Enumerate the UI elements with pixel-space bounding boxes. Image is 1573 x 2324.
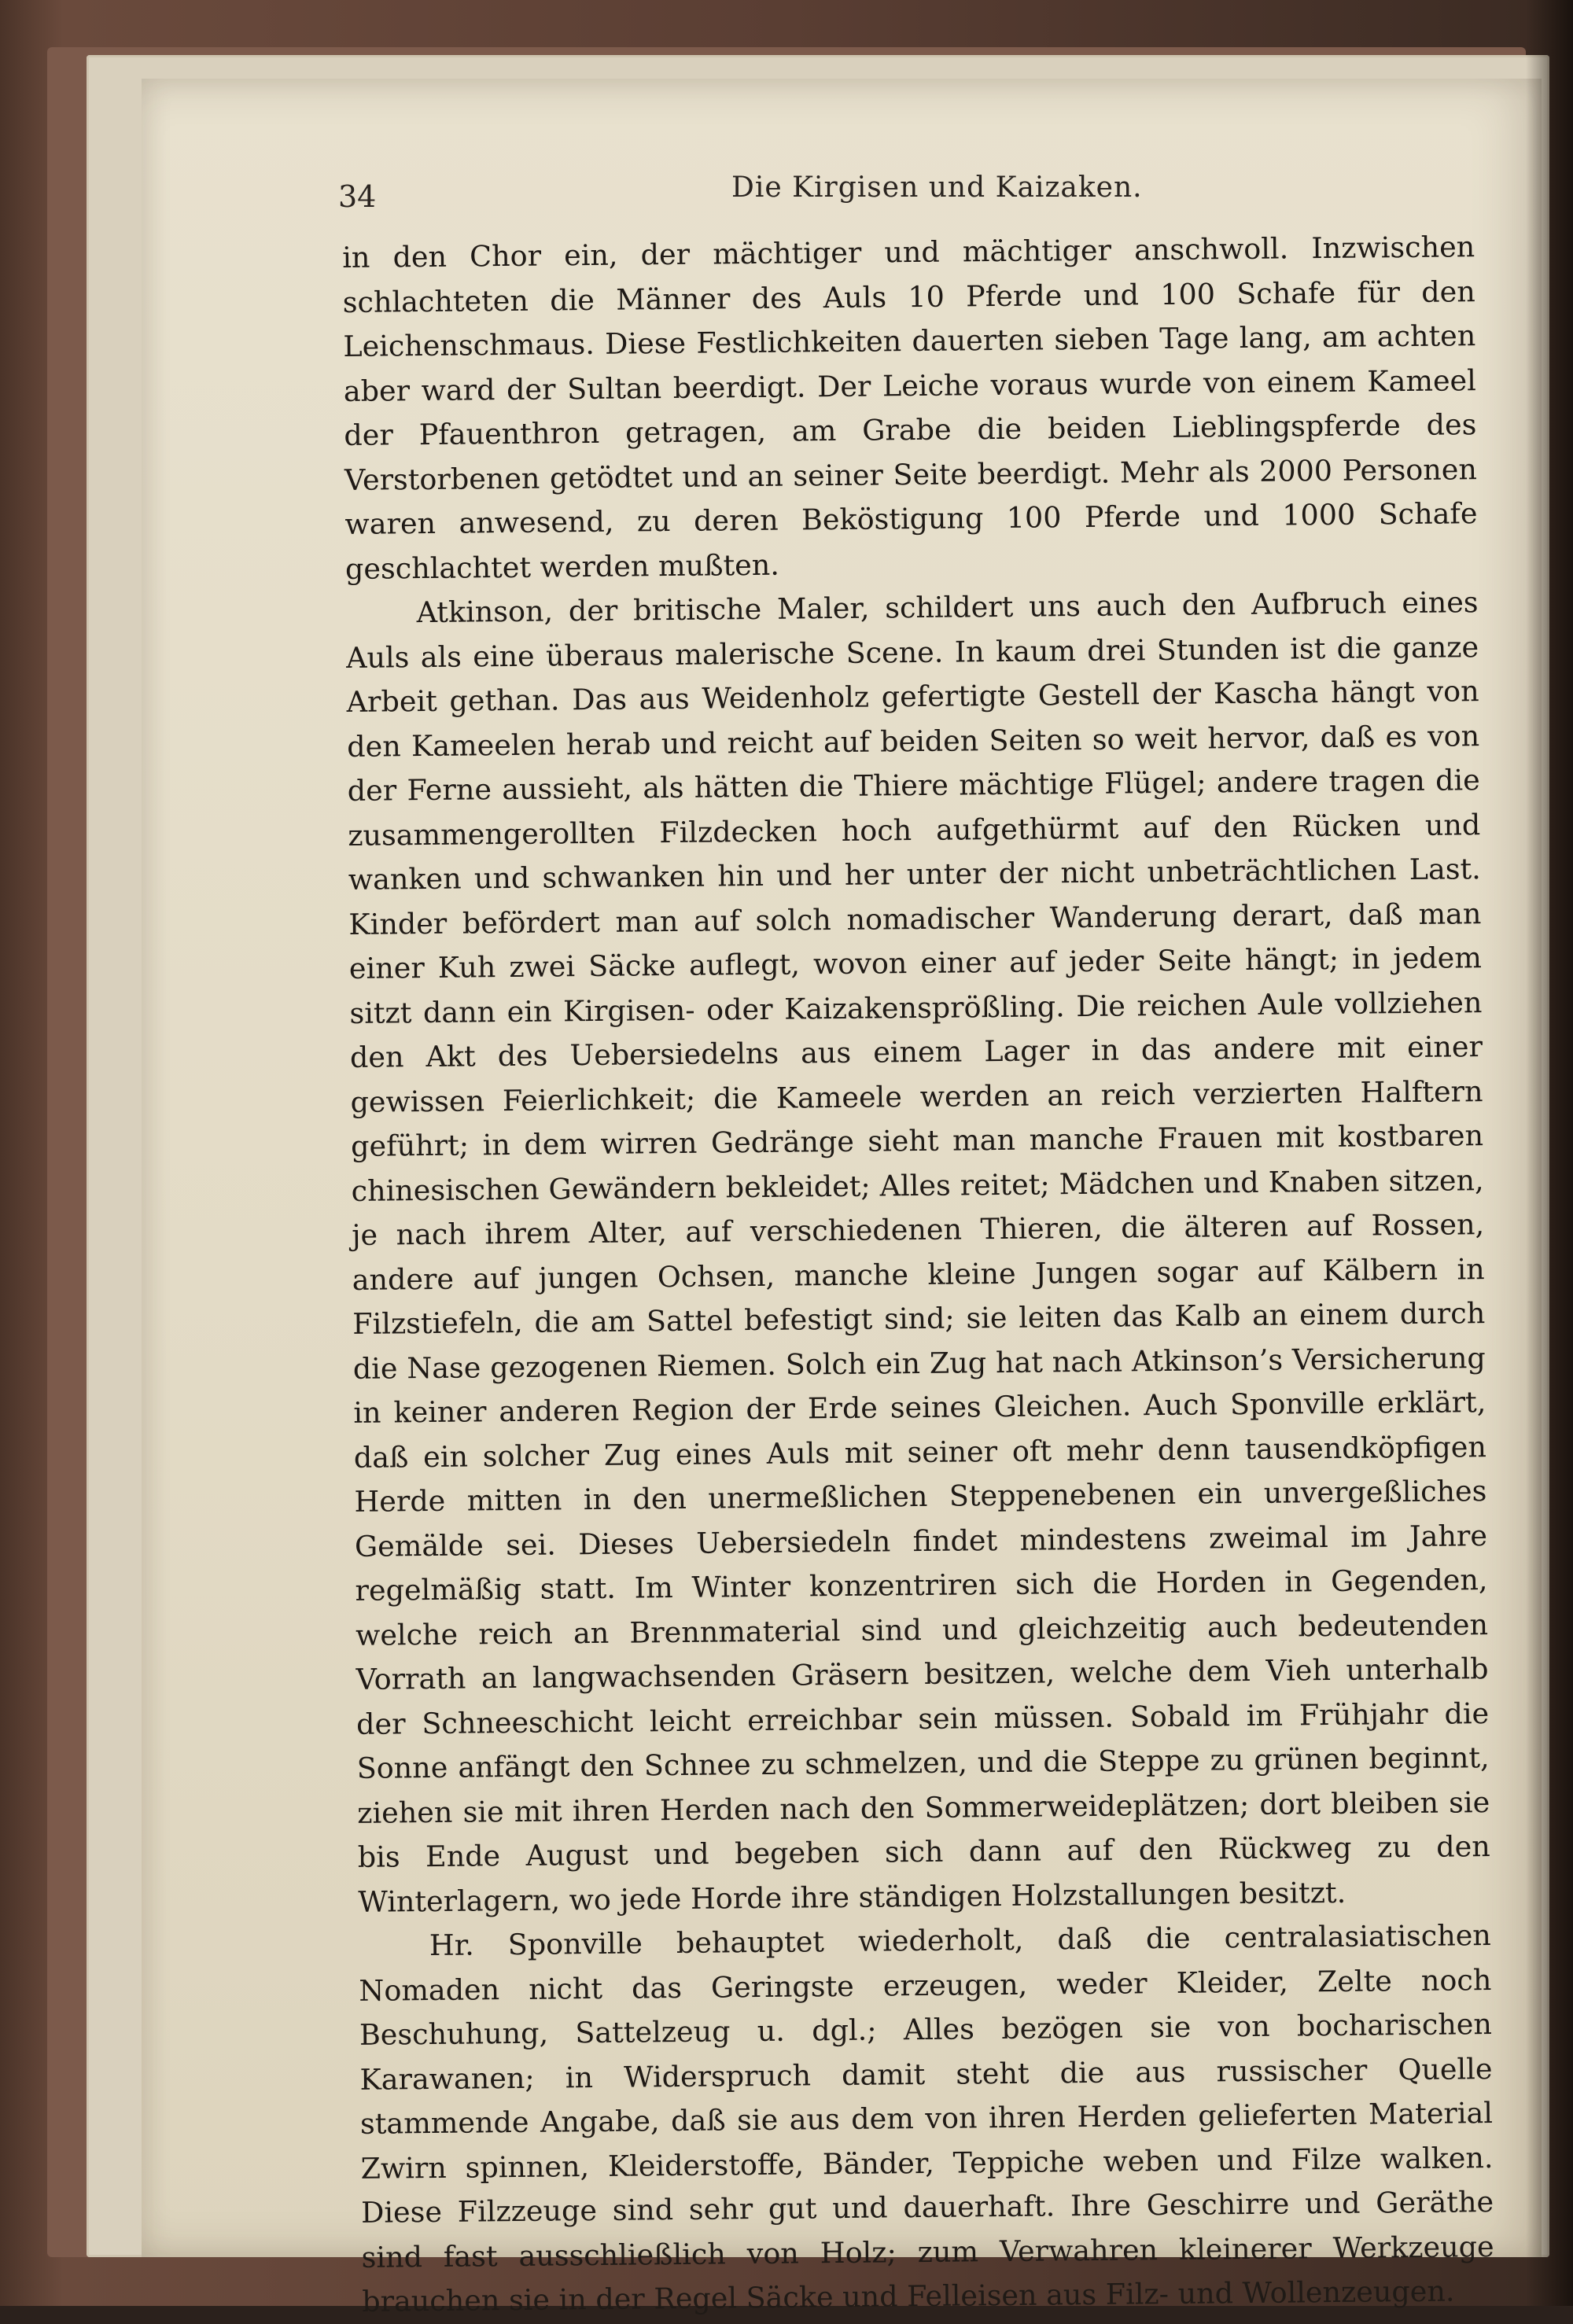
page-number: 34 (338, 179, 377, 214)
paragraph-2: Atkinson, der britische Maler, schildert uns auch den Aufbruch eines Auls als eine überaus malerische Scene. In kaum drei Stunden ist die ganze Arbeit gethan. Das aus Weidenholz gefertigte Gestell der Kascha hängt von den Kameelen herab und reicht auf beiden Seiten so weit hervor, daß es von der Ferne aussieht, als hätten die Thiere mächtige Flügel; andere tragen die zusammengerollten Filzdecken hoch aufgethürmt auf den Rücken und wanken und schwanken hin und her unter der nicht unbeträchtlichen Last. Kinder befördert man auf solch nomadischer Wanderung derart, daß man einer Kuh zwei Säcke auflegt, wovon einer auf jeder Seite hängt; in jedem sitzt dann ein Kirgisen- oder Kaizakensprößling. Die reichen Aule vollziehen den Akt des Uebersiedelns aus einem Lager in das andere mit einer gewissen Feierlichkeit; die Kameele werden an reich verzierten Halftern geführt; in dem wirren Gedränge sieht man manche Frauen mit kostbaren chinesischen Gewändern bekleidet; Alles reitet; Mädchen und Knaben sitzen, je nach ihrem Alter, auf verschiedenen Thieren, die älteren auf Rossen, andere auf jungen Ochsen, manche kleine Jungen sogar auf Kälbern in Filzstiefeln, die am Sattel befestigt sind; sie leiten das Kalb an einem durch die Nase gezogenen Riemen. Solch ein Zug hat nach Atkinson’s Versicherung in keiner anderen Region der Erde seines Gleichen. Auch Sponville erklärt, daß ein solcher Zug eines Auls mit seiner oft mehr denn tausendköpfigen Herde mitten in den unermeßlichen Steppenebenen ein unvergeßliches Gemälde sei. Dieses Uebersiedeln findet mindestens zweimal im Jahre regelmäßig statt. Im Winter konzentriren sich die Horden in Gegenden, welche reich an Brennmaterial sind und gleichzeitig auch bedeutenden Vorrath an langwachsenden Gräsern besitzen, welche dem Vieh unterhalb der Schneeschicht leicht erreichbar sein müssen. Sobald im Frühjahr die Sonne anfängt den Schnee zu schmelzen, und die Steppe zu grünen beginnt, ziehen sie mit ihren Herden nach den Sommerweideplätzen; dort bleiben sie bis Ende August und begeben sich dann auf den Rückweg zu den Winterlagern, wo jede Horde ihre ständigen Holzstallungen besitzt. (345, 585, 1490, 1919)
body-text (342, 225, 1494, 2324)
running-title: Die Kirgisen und Kaizaken. (731, 171, 1143, 204)
spine-shadow (1526, 0, 1573, 2306)
paragraph-3: Hr. Sponville behauptet wiederholt, daß die centralasiatischen Nomaden nicht das Geringste erzeugen, weder Kleider, Zelte noch Beschuhung, Sattelzeug u. dgl.; Alles bezögen sie von bocharischen Karawanen; in Widerspruch damit steht die aus russischer Quelle stammende Angabe, daß sie aus dem von ihren Herden gelieferten Material Zwirn spinnen, Kleiderstoffe, Bänder, Teppiche weben und Filze walken. Diese Filzzeuge sind sehr gut und dauerhaft. Ihre Geschirre und Geräthe sind fast ausschließlich von Holz; zum Verwahren kleinerer Werkzeuge brauchen sie in der Regel Säcke und Felleisen aus Filz- und Wollenzeugen. (359, 1918, 1494, 2318)
page-header (338, 171, 1502, 219)
paragraph-1: in den Chor ein, der mächtiger und mächtiger anschwoll. Inzwischen schlachteten die Männer des Auls 10 Pferde und 100 Schafe für den Leichenschmaus. Diese Festlichkeiten dauerten sieben Tage lang, am achten aber ward der Sultan beerdigt. Der Leiche voraus wurde von einem Kameel der Pfauenthron getragen, am Grabe die beiden Lieblingspferde des Verstorbenen getödtet und an seiner Seite beerdigt. Mehr als 2000 Personen waren anwesend, zu deren Beköstigung 100 Pferde und 1000 Schafe geschlachtet werden mußten. (342, 230, 1478, 586)
